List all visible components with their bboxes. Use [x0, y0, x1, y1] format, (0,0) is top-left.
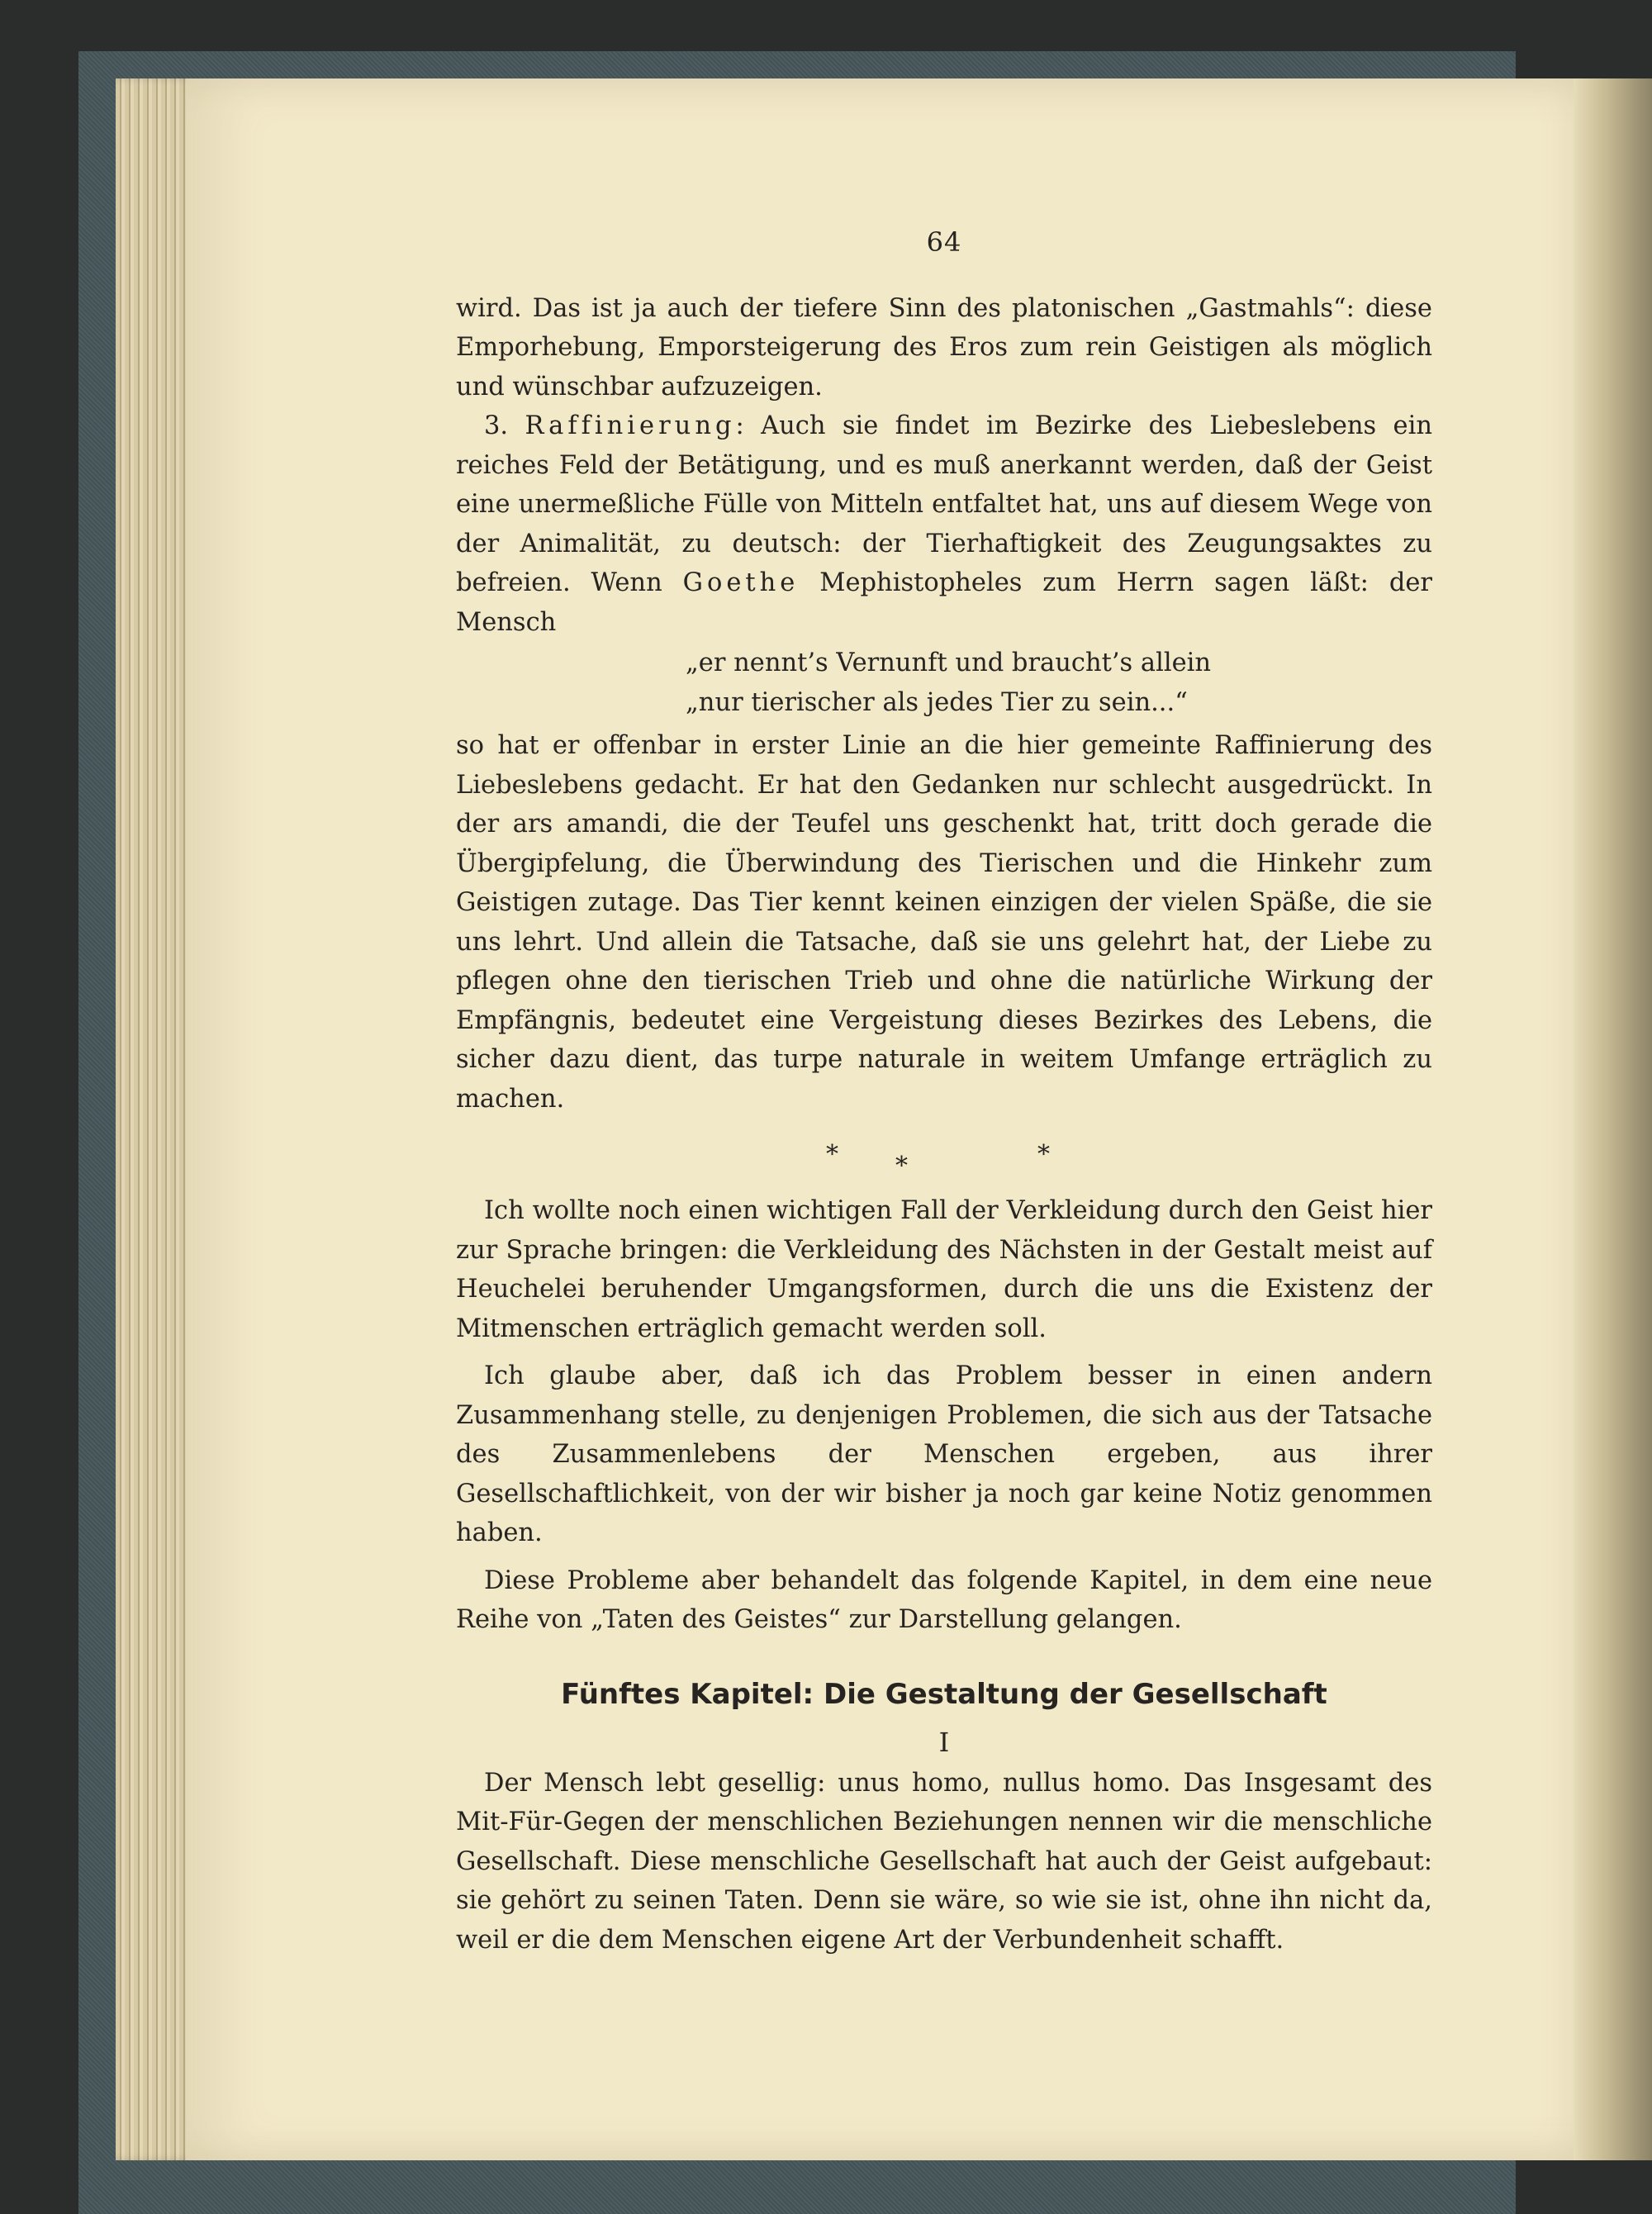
page-gutter — [1574, 78, 1652, 2160]
paragraph-2 — [456, 406, 1432, 642]
list-number: 3. — [484, 411, 509, 440]
section-number: I — [938, 1726, 950, 1758]
star-3: * — [1037, 1140, 1050, 1169]
author-goethe: Goethe — [682, 568, 800, 597]
verse-quote — [456, 644, 1432, 723]
star-2: * — [895, 1152, 908, 1181]
paragraph-2-text-a: : Auch sie findet im Bezirke des Liebeslebens ein reiches Feld der Betätigung, und es muß anerkannt werden, daß der Geist eine unermeßliche Fülle von Mitteln entfaltet hat, uns auf diesem Wege von der Animalität, zu deutsch: der Tierhaftigkeit des Zeugungsaktes zu befreien. Wenn — [456, 411, 1432, 597]
verse-line-1: „er nennt’s Vernunft und braucht’s allein — [686, 649, 1212, 677]
star-1: * — [826, 1140, 838, 1169]
paragraph-2-text-b: Mephistopheles zum Herrn sagen läßt: der Mensch — [456, 568, 1432, 637]
verse-line-2: „nur tierischer als jedes Tier zu sein...“ — [686, 688, 1188, 717]
term-raffinierung: Raffinierung — [525, 411, 736, 440]
paragraph-4: Ich wollte noch einen wichtigen Fall der Verkleidung durch den Geist hier zur Sprache bringen: die Verkleidung des Nächsten in der Gestalt meist auf Heuchelei beruhender Umgangsformen, durch die uns die Existenz der Mitmenschen erträglich gemacht werden soll. — [456, 1196, 1432, 1343]
page-number: 64 — [926, 226, 962, 258]
paragraph-1: wird. Das ist ja auch der tiefere Sinn des platonischen „Gastmahls“: diese Emporhebung, Emporsteigerung des Eros zum rein Geistigen als möglich und wünschbar aufzuzeigen. — [456, 293, 1432, 401]
paragraph-7: Der Mensch lebt gesellig: unus homo, nullus homo. Das Insgesamt des Mit-Für-Gegen der menschlichen Beziehungen nennen wir die menschliche Gesellschaft. Diese menschliche Gesellschaft hat auch der Geist aufgebaut: sie gehört zu seinen Taten. Denn sie wäre, so wie sie ist, ohne ihn nicht da, weil er die dem Menschen eigene Art der Verbundenheit schafft. — [456, 1768, 1432, 1955]
page-text — [456, 223, 1432, 1960]
paragraph-5: Ich glaube aber, daß ich das Problem besser in einen andern Zusammenhang stelle, zu denjenigen Problemen, die sich aus der Tatsache des Zusammenlebens der Menschen ergeben, aus ihrer Gesellschaftlichkeit, von der wir bisher ja noch gar keine Notiz genommen haben. — [456, 1361, 1432, 1547]
section-divider-stars — [456, 1124, 1432, 1183]
paragraph-6: Diese Probleme aber behandelt das folgende Kapitel, in dem eine neue Reihe von „Taten des Geistes“ zur Darstellung gelangen. — [456, 1565, 1432, 1634]
paragraph-3: so hat er offenbar in erster Linie an die hier gemeinte Raffinierung des Liebeslebens gedacht. Er hat den Gedanken nur schlecht ausgedrückt. In der ars amandi, die der Teufel uns geschenkt hat, tritt doch gerade die Übergipfelung, die Überwindung des Tierischen und die Hinkehr zum Geistigen zutage. Das Tier kennt keinen einzigen der vielen Späße, die sie uns lehrt. Und allein die Tatsache, daß sie uns gelehrt hat, der Liebe zu pflegen ohne den tierischen Trieb und ohne die natürliche Wirkung der Empfängnis, bedeutet eine Vergeistung dieses Bezirkes des Lebens, die sicher dazu dient, das turpe naturale in weitem Umfange erträglich zu machen. — [456, 731, 1432, 1114]
chapter-title: Fünftes Kapitel: Die Gestaltung der Gesellschaft — [561, 1677, 1327, 1711]
page-edges — [116, 78, 194, 2160]
